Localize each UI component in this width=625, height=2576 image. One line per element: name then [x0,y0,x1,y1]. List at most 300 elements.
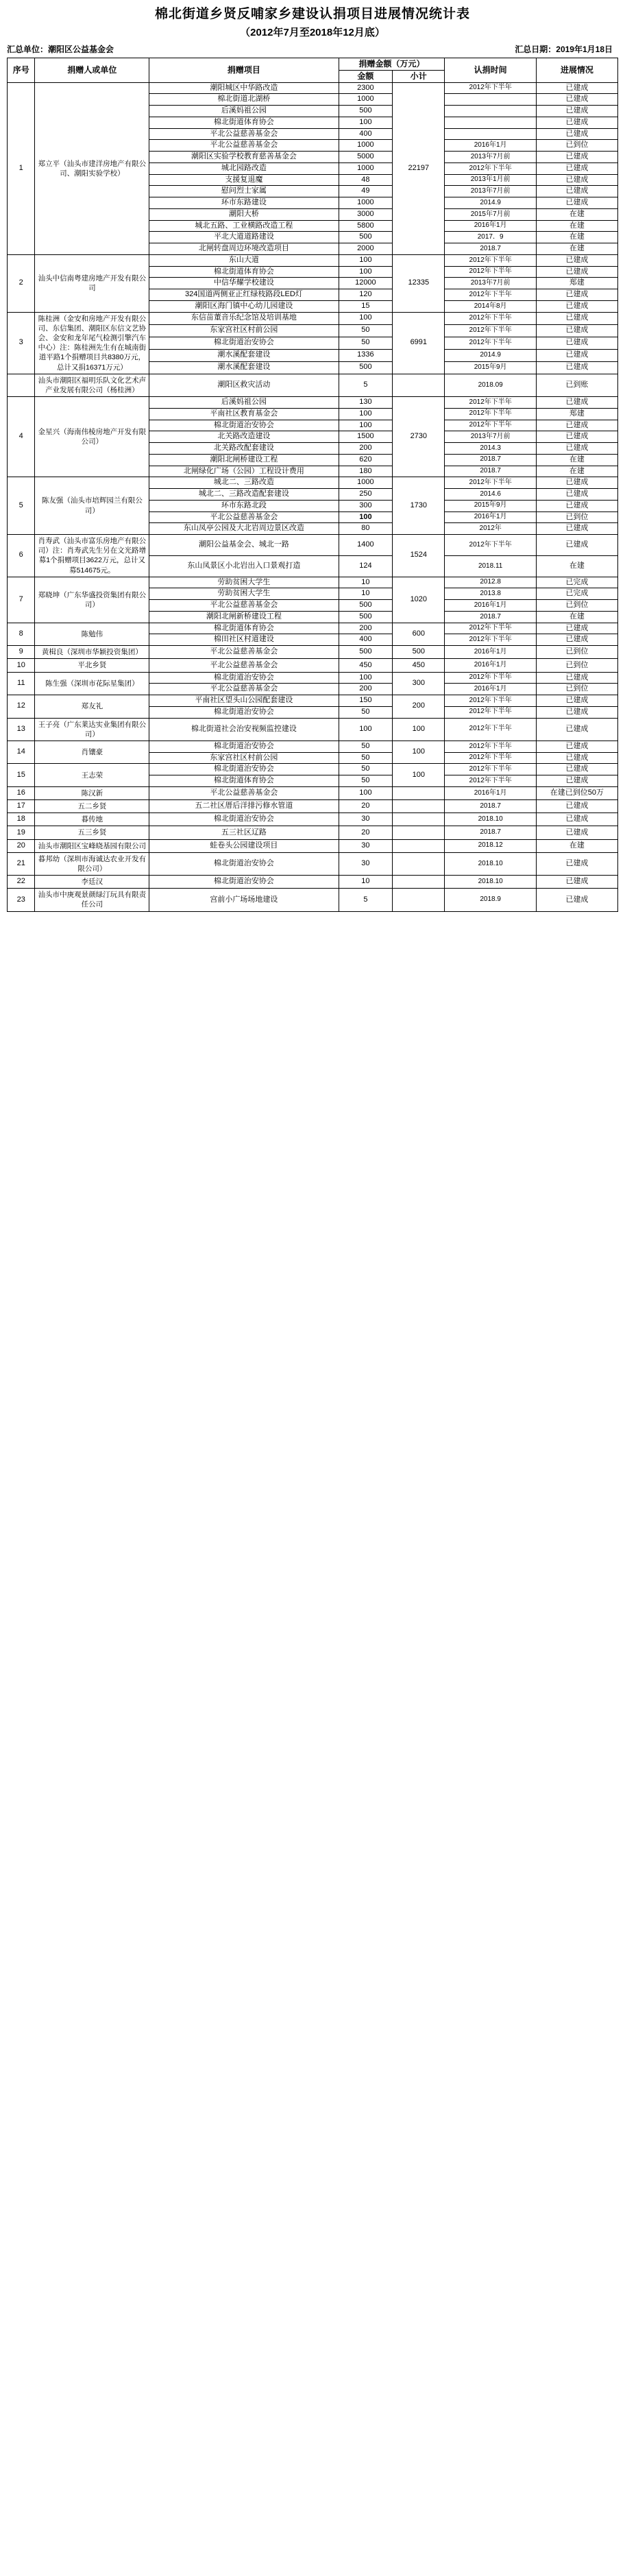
pledge-time: 2016年1月 [445,646,536,659]
progress-status: 已建成 [536,706,617,718]
pledge-time: 2018.9 [445,889,536,911]
amount-value: 10 [339,577,393,588]
col-donor: 捐赠人或单位 [35,58,149,82]
project-name: 324国道两侧亚正红绿枝路段LED灯 [149,289,339,301]
table-header-row [8,58,618,70]
row-index: 12 [8,695,35,719]
row-index: 8 [8,623,35,646]
donor-name: 肖镶豪 [35,741,149,764]
amount-value: 180 [339,466,393,477]
pledge-time: 2012年下半年 [445,82,536,94]
pledge-time: 2014.6 [445,489,536,501]
subtotal-value: 12335 [393,254,445,312]
col-amount-group: 捐赠金额（万元） [339,58,445,70]
row-index: 16 [8,786,35,799]
project-name: 平北公益慈善基金会 [149,684,339,695]
pledge-time: 2013年7月前 [445,278,536,289]
pledge-time: 2012年下半年 [445,312,536,324]
pledge-time: 2012年下半年 [445,535,536,556]
pledge-time: 2012年下半年 [445,764,536,775]
project-name: 五二社区厝后洋排污修水管道 [149,800,339,813]
progress-status: 已建成 [536,106,617,117]
progress-status: 已建成 [536,718,617,741]
amount-value: 100 [339,117,393,128]
project-name: 北闸转盘周边环境改造项目 [149,243,339,255]
progress-status: 已到位 [536,684,617,695]
subtotal-value: 300 [393,672,445,695]
amount-value: 1400 [339,535,393,556]
row-index: 9 [8,646,35,659]
row-index: 13 [8,718,35,741]
progress-status: 在建 [536,232,617,243]
pledge-time: 2016年1月 [445,786,536,799]
progress-status: 已建成 [536,197,617,209]
progress-status: 已建成 [536,775,617,787]
amount-value: 200 [339,623,393,634]
table-row [8,397,618,409]
pledge-time: 2018.12 [445,839,536,852]
project-name: 城北园路改造 [149,162,339,174]
donor-name: 汕头市潮阳区宝峰晓基园有限公司 [35,839,149,852]
amount-value: 10 [339,588,393,600]
amount-value: 500 [339,646,393,659]
amount-value: 1500 [339,431,393,443]
row-index: 1 [8,82,35,254]
pledge-time: 2016年1月 [445,659,536,672]
donor-name: 郑晓坤（广东华盛投资集团有限公司） [35,577,149,623]
meta-row [0,43,625,58]
pledge-time: 2012年下半年 [445,397,536,409]
pledge-time: 2018.11 [445,555,536,577]
project-name: 平北公益慈善基金会 [149,128,339,140]
subtotal-value: 1020 [393,577,445,623]
row-index: 5 [8,477,35,535]
project-name: 环市东路建设 [149,197,339,209]
amount-value: 1000 [339,140,393,152]
amount-value: 100 [339,672,393,684]
table-row [8,312,618,324]
project-name: 潮阳公益基金会、城北一路 [149,535,339,556]
table-row [8,623,618,634]
amount-value: 500 [339,611,393,623]
row-index: 3 [8,312,35,374]
progress-status: 已建成 [536,361,617,374]
donor-name: 暮传地 [35,813,149,826]
amount-value: 200 [339,684,393,695]
subtotal-value [393,889,445,911]
project-name: 东家宫社区村前公园 [149,752,339,764]
table-row [8,535,618,556]
amount-value: 50 [339,741,393,752]
progress-status: 已完成 [536,588,617,600]
progress-status: 已到位 [536,140,617,152]
project-name: 北闸绿化广场（公园）工程设计费用 [149,466,339,477]
table-body [8,82,618,911]
project-name: 东山凤亭公园及大北岩周边景区改造 [149,523,339,535]
donor-name: 陈生强（深圳市花际星集团） [35,672,149,695]
pledge-time: 2015年9月 [445,361,536,374]
table-row [8,800,618,813]
subtotal-value: 500 [393,646,445,659]
project-name: 棉北街道治安协会 [149,741,339,752]
pledge-time: 2018.7 [445,826,536,839]
subtotal-value [393,876,445,889]
amount-value: 15 [339,300,393,312]
donor-name: 汕头市中庚观景颜绿汀玩具有限责任公司 [35,889,149,911]
pledge-time: 2013年7月前 [445,152,536,163]
donor-name: 陈勉伟 [35,623,149,646]
row-index [8,374,35,396]
pledge-time: 2012年下半年 [445,477,536,489]
amount-value: 1336 [339,349,393,361]
row-index: 6 [8,535,35,577]
pledge-time: 2016年1月 [445,140,536,152]
progress-status: 已建成 [536,876,617,889]
project-name: 平北公益慈善基金会 [149,786,339,799]
table-row [8,876,618,889]
amount-value: 124 [339,555,393,577]
amount-value: 400 [339,634,393,646]
pledge-time: 2012年下半年 [445,337,536,349]
table-row [8,646,618,659]
progress-status: 已建成 [536,634,617,646]
table-row [8,695,618,707]
table-row [8,786,618,799]
col-time: 认捐时间 [445,58,536,82]
progress-status: 已建成 [536,128,617,140]
pledge-time: 2013年7月前 [445,186,536,197]
amount-value: 450 [339,659,393,672]
table-row [8,852,618,875]
project-name: 五三社区辽路 [149,826,339,839]
amount-value: 5 [339,889,393,911]
progress-status: 已建成 [536,741,617,752]
amount-value: 50 [339,752,393,764]
amount-value: 5000 [339,152,393,163]
amount-value: 250 [339,489,393,501]
progress-status: 已建成 [536,300,617,312]
project-name: 慰问烈士家属 [149,186,339,197]
project-name: 棉北街道治安协会 [149,852,339,875]
progress-status: 已建成 [536,764,617,775]
subtotal-value: 450 [393,659,445,672]
amount-value: 100 [339,266,393,278]
project-name: 城北二、三路改造配套建设 [149,489,339,501]
pledge-time: 2012年 [445,523,536,535]
project-name: 东山凤景区小北岩出入口景观打造 [149,555,339,577]
page-subtitle: （2012年7月至2018年12月底） [240,26,385,38]
project-name: 北关路改造建设 [149,431,339,443]
progress-status: 在建 [536,243,617,255]
progress-status: 已建成 [536,535,617,556]
table-row [8,813,618,826]
project-name: 平南社区教育基金会 [149,408,339,420]
subtotal-value [393,826,445,839]
amount-value: 100 [339,312,393,324]
donor-name: 暮邦幼（深圳市海诚达农业开发有限公司） [35,852,149,875]
donation-table [7,58,618,912]
progress-status: 已建成 [536,489,617,501]
pledge-time [445,128,536,140]
progress-status: 已到账 [536,374,617,396]
project-name: 东山大道 [149,254,339,266]
project-name: 环市东路北段 [149,500,339,511]
project-name: 棉田社区村道建设 [149,634,339,646]
amount-value: 80 [339,523,393,535]
amount-value: 30 [339,839,393,852]
project-name: 棉北街道治安协会 [149,764,339,775]
amount-value: 200 [339,443,393,455]
progress-status: 已建成 [536,152,617,163]
progress-status: 已建成 [536,800,617,813]
project-name: 平北公益慈善基金会 [149,646,339,659]
project-name: 潮阳城区中华路改造 [149,82,339,94]
amount-value: 50 [339,764,393,775]
amount-value: 48 [339,174,393,186]
donor-name: 陈桂洲（金安和房地产开发有限公司、东信集团、潮阳区东信文艺协会、金安和龙年尾气检测引擎汽车中心）注：陈桂洲先生有在城南街道平路1个捐赠项目共8380万元，总计又捐16371万元） [35,312,149,374]
progress-status: 已建成 [536,695,617,707]
amount-value: 1000 [339,94,393,106]
amount-value: 500 [339,232,393,243]
project-name: 潮阳北闸桥建设工程 [149,454,339,466]
pledge-time: 2014年8月 [445,300,536,312]
amount-value: 500 [339,600,393,612]
subtotal-value: 100 [393,718,445,741]
amount-value: 30 [339,813,393,826]
pledge-time: 2014.3 [445,443,536,455]
amount-value: 49 [339,186,393,197]
pledge-time: 2012年下半年 [445,672,536,684]
progress-status: 已建成 [536,337,617,349]
progress-status: 已建成 [536,889,617,911]
row-index: 18 [8,813,35,826]
donor-name: 肖寿武（汕头市富乐房地产有限公司）注：肖寿武先生另在文光路增募1个捐赠项目3622万元，总计又募514675元。 [35,535,149,577]
progress-status: 郑建 [536,408,617,420]
table-row [8,374,618,396]
donor-name: 五二乡贤 [35,800,149,813]
project-name: 城北二、三路改造 [149,477,339,489]
amount-value: 150 [339,695,393,707]
pledge-time: 2012年下半年 [445,623,536,634]
progress-status: 已建成 [536,826,617,839]
document-page [0,0,625,912]
project-name: 平北公益慈善基金会 [149,600,339,612]
row-index: 14 [8,741,35,764]
project-name: 北关路改配套建设 [149,443,339,455]
table-row [8,477,618,489]
progress-status: 已建成 [536,431,617,443]
pledge-time: 2012年下半年 [445,420,536,431]
project-name: 平北大道道路建设 [149,232,339,243]
progress-status: 已建成 [536,186,617,197]
pledge-time: 2012年下半年 [445,289,536,301]
pledge-time: 2012年下半年 [445,706,536,718]
progress-status: 已建成 [536,94,617,106]
project-name: 平南社区望头山公园配套建设 [149,695,339,707]
table-row [8,826,618,839]
amount-value: 120 [339,289,393,301]
progress-status: 在建 [536,611,617,623]
donor-name: 王志荣 [35,764,149,787]
pledge-time: 2012年下半年 [445,324,536,337]
pledge-time: 2018.7 [445,800,536,813]
amount-value: 500 [339,361,393,374]
progress-status: 郑建 [536,278,617,289]
project-name: 棉北街道治安协会 [149,813,339,826]
project-name: 棉北街道治安协会 [149,876,339,889]
amount-value: 50 [339,706,393,718]
pledge-time: 2018.09 [445,374,536,396]
pledge-time: 2018.7 [445,466,536,477]
amount-value: 1000 [339,477,393,489]
progress-status: 已建成 [536,500,617,511]
project-name: 棉北街道体育协会 [149,775,339,787]
amount-value: 5 [339,374,393,396]
amount-value: 2300 [339,82,393,94]
amount-value: 100 [339,786,393,799]
amount-value: 30 [339,852,393,875]
pledge-time: 2018.7 [445,243,536,255]
pledge-time: 2012年下半年 [445,408,536,420]
progress-status: 已建成 [536,672,617,684]
amount-value: 100 [339,718,393,741]
amount-value: 50 [339,324,393,337]
project-name: 棉北街道体育协会 [149,117,339,128]
project-name: 东信苗董音乐纪念馆及培训基地 [149,312,339,324]
project-name: 宫前小广场场地建设 [149,889,339,911]
pledge-time: 2015年9月 [445,500,536,511]
amount-value: 100 [339,420,393,431]
progress-status: 已建成 [536,289,617,301]
pledge-time: 2012年下半年 [445,162,536,174]
progress-status: 已建成 [536,752,617,764]
row-index: 15 [8,764,35,787]
pledge-time: 2014.9 [445,349,536,361]
amount-value: 620 [339,454,393,466]
progress-status: 已建成 [536,477,617,489]
row-index: 23 [8,889,35,911]
progress-status: 在建 [536,555,617,577]
pledge-time [445,94,536,106]
amount-value: 10 [339,876,393,889]
amount-value: 400 [339,128,393,140]
amount-value: 20 [339,800,393,813]
page-title: 棉北街道乡贤反哺家乡建设认捐项目进展情况统计表 [154,7,470,21]
amount-value: 300 [339,500,393,511]
donor-name: 陈友强（汕头市培辉园兰有限公司） [35,477,149,535]
subtotal-value: 6991 [393,312,445,374]
project-name: 平北公益慈善基金会 [149,140,339,152]
progress-status: 已建成 [536,420,617,431]
progress-status: 已建成 [536,82,617,94]
subtotal-value [393,374,445,396]
progress-status: 已建成 [536,174,617,186]
progress-status: 已完成 [536,577,617,588]
progress-status: 在建 [536,839,617,852]
subtotal-value: 200 [393,695,445,719]
progress-status: 在建 [536,454,617,466]
project-name: 蛙卷头公园建设项目 [149,839,339,852]
subtotal-value [393,786,445,799]
pledge-time: 2016年1月 [445,600,536,612]
pledge-time: 2018.10 [445,813,536,826]
donor-name: 黄楫良（深圳市华颖投资集团） [35,646,149,659]
subtotal-value [393,800,445,813]
donor-name: 陈汉新 [35,786,149,799]
project-name: 棉北街道治安协会 [149,337,339,349]
progress-status: 已建成 [536,162,617,174]
col-subtotal: 小计 [393,70,445,82]
row-index: 11 [8,672,35,695]
project-name: 中信华耀学校建设 [149,278,339,289]
progress-status: 在建已到位50万 [536,786,617,799]
donor-name: 郑立平（汕头市建洋房地产有限公司、潮阳实验学校） [35,82,149,254]
row-index: 20 [8,839,35,852]
project-name: 平北公益慈善基金会 [149,511,339,523]
pledge-time: 2012年下半年 [445,254,536,266]
donor-name: 五三乡贤 [35,826,149,839]
table-row [8,577,618,588]
col-project: 捐赠项目 [149,58,339,82]
pledge-time: 2012年下半年 [445,752,536,764]
project-name: 后溪妈祖公园 [149,106,339,117]
table-row [8,82,618,94]
amount-value: 100 [339,511,393,523]
project-name: 潮阳区实验学校教育慈善基金会 [149,152,339,163]
summary-date: 汇总日期：2019年1月18日 [515,44,613,54]
amount-value: 100 [339,254,393,266]
pledge-time: 2018.7 [445,611,536,623]
project-name: 支援复退魔 [149,174,339,186]
pledge-time: 2018.7 [445,454,536,466]
progress-status: 已到位 [536,659,617,672]
progress-status: 已建成 [536,349,617,361]
project-name: 城北五路、工业横路改造工程 [149,220,339,232]
pledge-time: 2013年7月前 [445,431,536,443]
row-index: 21 [8,852,35,875]
pledge-time: 2012.8 [445,577,536,588]
progress-status: 已建成 [536,523,617,535]
project-name: 棉北街道治安协会 [149,420,339,431]
amount-value: 5800 [339,220,393,232]
amount-value: 1000 [339,162,393,174]
pledge-time: 2018.10 [445,876,536,889]
project-name: 潮阳区救灾活动 [149,374,339,396]
table-row [8,672,618,684]
pledge-time: 2013年1月前 [445,174,536,186]
table-row [8,889,618,911]
pledge-time: 2016年1月 [445,511,536,523]
amount-value: 2000 [339,243,393,255]
pledge-time: 2017．9 [445,232,536,243]
amount-value: 100 [339,408,393,420]
subtotal-value: 22197 [393,82,445,254]
project-name: 潮阳北闸新桥建设工程 [149,611,339,623]
project-name: 棉北街道社会治安视频监控建设 [149,718,339,741]
project-name: 东家宫社区村前公园 [149,324,339,337]
row-index: 4 [8,397,35,477]
pledge-time [445,117,536,128]
row-index: 2 [8,254,35,312]
progress-status: 已建成 [536,443,617,455]
progress-status: 已到位 [536,600,617,612]
table-row [8,254,618,266]
project-name: 棉北街道体育协会 [149,623,339,634]
pledge-time [445,106,536,117]
progress-status: 已建成 [536,117,617,128]
project-name: 平北公益慈善基金会 [149,659,339,672]
subtotal-value: 600 [393,623,445,646]
